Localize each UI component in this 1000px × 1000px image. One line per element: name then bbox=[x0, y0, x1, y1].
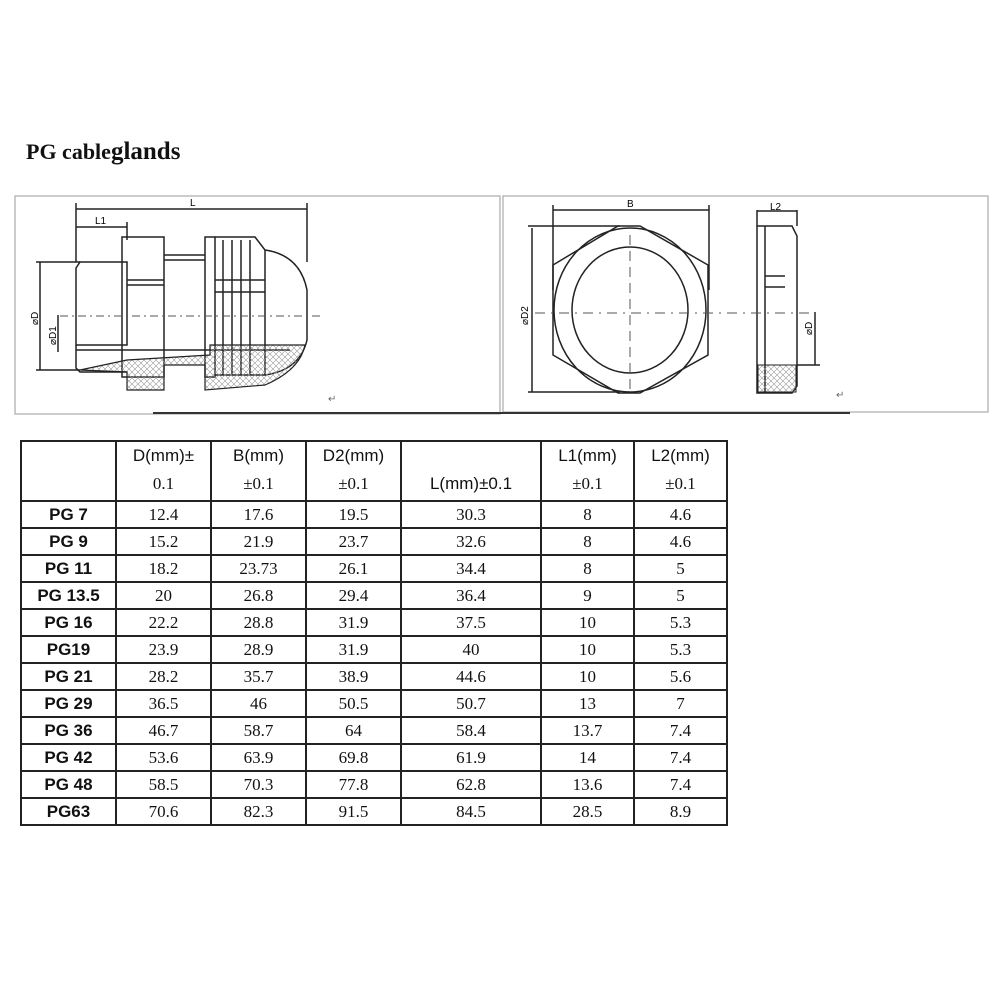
row-label-cell: PG 9 bbox=[21, 528, 116, 555]
value-cell: 77.8 bbox=[306, 771, 401, 798]
value-cell: 37.5 bbox=[401, 609, 541, 636]
table-row bbox=[21, 717, 727, 744]
title-suffix: glands bbox=[110, 138, 181, 165]
value-cell: 40 bbox=[401, 636, 541, 663]
value-cell: 10 bbox=[541, 663, 634, 690]
value-cell: 31.9 bbox=[306, 636, 401, 663]
header-line1: L1(mm) bbox=[558, 446, 617, 465]
value-cell: 14 bbox=[541, 744, 634, 771]
value-cell: 30.3 bbox=[401, 501, 541, 528]
value-cell: 7 bbox=[634, 690, 727, 717]
table-header-row bbox=[21, 441, 727, 501]
value-cell: 8 bbox=[541, 555, 634, 582]
locknut-drawing bbox=[500, 190, 1000, 420]
table-row bbox=[21, 501, 727, 528]
header-cell bbox=[116, 441, 211, 501]
value-cell: 82.3 bbox=[211, 798, 306, 825]
value-cell: 32.6 bbox=[401, 528, 541, 555]
label-D1: ⌀D1 bbox=[48, 326, 59, 345]
header-cell bbox=[211, 441, 306, 501]
value-cell: 17.6 bbox=[211, 501, 306, 528]
header-line1: B(mm) bbox=[233, 446, 284, 465]
row-label-cell: PG19 bbox=[21, 636, 116, 663]
value-cell: 20 bbox=[116, 582, 211, 609]
value-cell: 46.7 bbox=[116, 717, 211, 744]
value-cell: 7.4 bbox=[634, 744, 727, 771]
value-cell: 23.9 bbox=[116, 636, 211, 663]
value-cell: 70.6 bbox=[116, 798, 211, 825]
value-cell: 84.5 bbox=[401, 798, 541, 825]
value-cell: 35.7 bbox=[211, 663, 306, 690]
row-label-cell: PG 7 bbox=[21, 501, 116, 528]
table-row bbox=[21, 771, 727, 798]
table-row bbox=[21, 744, 727, 771]
value-cell: 26.8 bbox=[211, 582, 306, 609]
table-row bbox=[21, 528, 727, 555]
value-cell: 5.3 bbox=[634, 636, 727, 663]
table-row bbox=[21, 663, 727, 690]
value-cell: 50.5 bbox=[306, 690, 401, 717]
value-cell: 23.7 bbox=[306, 528, 401, 555]
value-cell: 4.6 bbox=[634, 501, 727, 528]
header-cell bbox=[306, 441, 401, 501]
value-cell: 19.5 bbox=[306, 501, 401, 528]
row-label-cell: PG 48 bbox=[21, 771, 116, 798]
header-cell bbox=[541, 441, 634, 501]
return-mark-icon: ↵ bbox=[328, 394, 337, 405]
table-row bbox=[21, 582, 727, 609]
value-cell: 31.9 bbox=[306, 609, 401, 636]
header-cell bbox=[21, 441, 116, 501]
value-cell: 15.2 bbox=[116, 528, 211, 555]
row-label-cell: PG 29 bbox=[21, 690, 116, 717]
value-cell: 63.9 bbox=[211, 744, 306, 771]
return-mark-icon: ↵ bbox=[836, 390, 845, 401]
header-line2: ±0.1 bbox=[665, 474, 696, 493]
row-label-cell: PG 21 bbox=[21, 663, 116, 690]
header-line2: L(mm)±0.1 bbox=[429, 474, 513, 493]
value-cell: 13 bbox=[541, 690, 634, 717]
table-row bbox=[21, 690, 727, 717]
value-cell: 28.9 bbox=[211, 636, 306, 663]
label-B: B bbox=[627, 199, 634, 210]
page-title bbox=[26, 138, 180, 166]
value-cell: 38.9 bbox=[306, 663, 401, 690]
value-cell: 64 bbox=[306, 717, 401, 744]
value-cell: 5.3 bbox=[634, 609, 727, 636]
value-cell: 5.6 bbox=[634, 663, 727, 690]
value-cell: 44.6 bbox=[401, 663, 541, 690]
value-cell: 91.5 bbox=[306, 798, 401, 825]
value-cell: 70.3 bbox=[211, 771, 306, 798]
value-cell: 29.4 bbox=[306, 582, 401, 609]
label-D-nut: ⌀D bbox=[804, 321, 815, 335]
value-cell: 36.4 bbox=[401, 582, 541, 609]
row-label-cell: PG 36 bbox=[21, 717, 116, 744]
header-line1: D(mm)± bbox=[132, 446, 195, 465]
value-cell: 53.6 bbox=[116, 744, 211, 771]
value-cell: 28.8 bbox=[211, 609, 306, 636]
header-line1: L2(mm) bbox=[651, 446, 710, 465]
header-line2: ±0.1 bbox=[338, 474, 369, 493]
value-cell: 4.6 bbox=[634, 528, 727, 555]
label-D2: ⌀D2 bbox=[520, 306, 531, 325]
header-line2: 0.1 bbox=[152, 474, 175, 493]
value-cell: 22.2 bbox=[116, 609, 211, 636]
header-line2: ±0.1 bbox=[572, 474, 603, 493]
row-label-cell: PG63 bbox=[21, 798, 116, 825]
header-line2: ±0.1 bbox=[243, 474, 274, 493]
value-cell: 8 bbox=[541, 501, 634, 528]
label-L: L bbox=[190, 198, 196, 209]
header-cell bbox=[634, 441, 727, 501]
table-row bbox=[21, 555, 727, 582]
value-cell: 46 bbox=[211, 690, 306, 717]
value-cell: 7.4 bbox=[634, 771, 727, 798]
cable-gland-drawing bbox=[0, 190, 505, 420]
value-cell: 13.6 bbox=[541, 771, 634, 798]
label-D: ⌀D bbox=[30, 311, 41, 325]
value-cell: 26.1 bbox=[306, 555, 401, 582]
value-cell: 36.5 bbox=[116, 690, 211, 717]
table-row bbox=[21, 798, 727, 825]
value-cell: 61.9 bbox=[401, 744, 541, 771]
header-line1: D2(mm) bbox=[322, 446, 385, 465]
value-cell: 18.2 bbox=[116, 555, 211, 582]
row-label-cell: PG 42 bbox=[21, 744, 116, 771]
value-cell: 23.73 bbox=[211, 555, 306, 582]
row-label-cell: PG 16 bbox=[21, 609, 116, 636]
value-cell: 28.5 bbox=[541, 798, 634, 825]
value-cell: 62.8 bbox=[401, 771, 541, 798]
value-cell: 21.9 bbox=[211, 528, 306, 555]
value-cell: 13.7 bbox=[541, 717, 634, 744]
title-prefix: PG cable bbox=[26, 139, 111, 164]
header-cell bbox=[401, 441, 541, 501]
row-label-cell: PG 13.5 bbox=[21, 582, 116, 609]
value-cell: 8 bbox=[541, 528, 634, 555]
value-cell: 8.9 bbox=[634, 798, 727, 825]
table-row bbox=[21, 609, 727, 636]
value-cell: 58.5 bbox=[116, 771, 211, 798]
value-cell: 69.8 bbox=[306, 744, 401, 771]
value-cell: 5 bbox=[634, 555, 727, 582]
value-cell: 34.4 bbox=[401, 555, 541, 582]
value-cell: 58.7 bbox=[211, 717, 306, 744]
dimensions-table bbox=[20, 440, 728, 826]
table-row bbox=[21, 636, 727, 663]
value-cell: 12.4 bbox=[116, 501, 211, 528]
label-L2: L2 bbox=[770, 202, 782, 213]
value-cell: 10 bbox=[541, 609, 634, 636]
value-cell: 50.7 bbox=[401, 690, 541, 717]
value-cell: 9 bbox=[541, 582, 634, 609]
value-cell: 10 bbox=[541, 636, 634, 663]
label-L1: L1 bbox=[95, 216, 107, 227]
value-cell: 28.2 bbox=[116, 663, 211, 690]
row-label-cell: PG 11 bbox=[21, 555, 116, 582]
value-cell: 58.4 bbox=[401, 717, 541, 744]
value-cell: 5 bbox=[634, 582, 727, 609]
value-cell: 7.4 bbox=[634, 717, 727, 744]
